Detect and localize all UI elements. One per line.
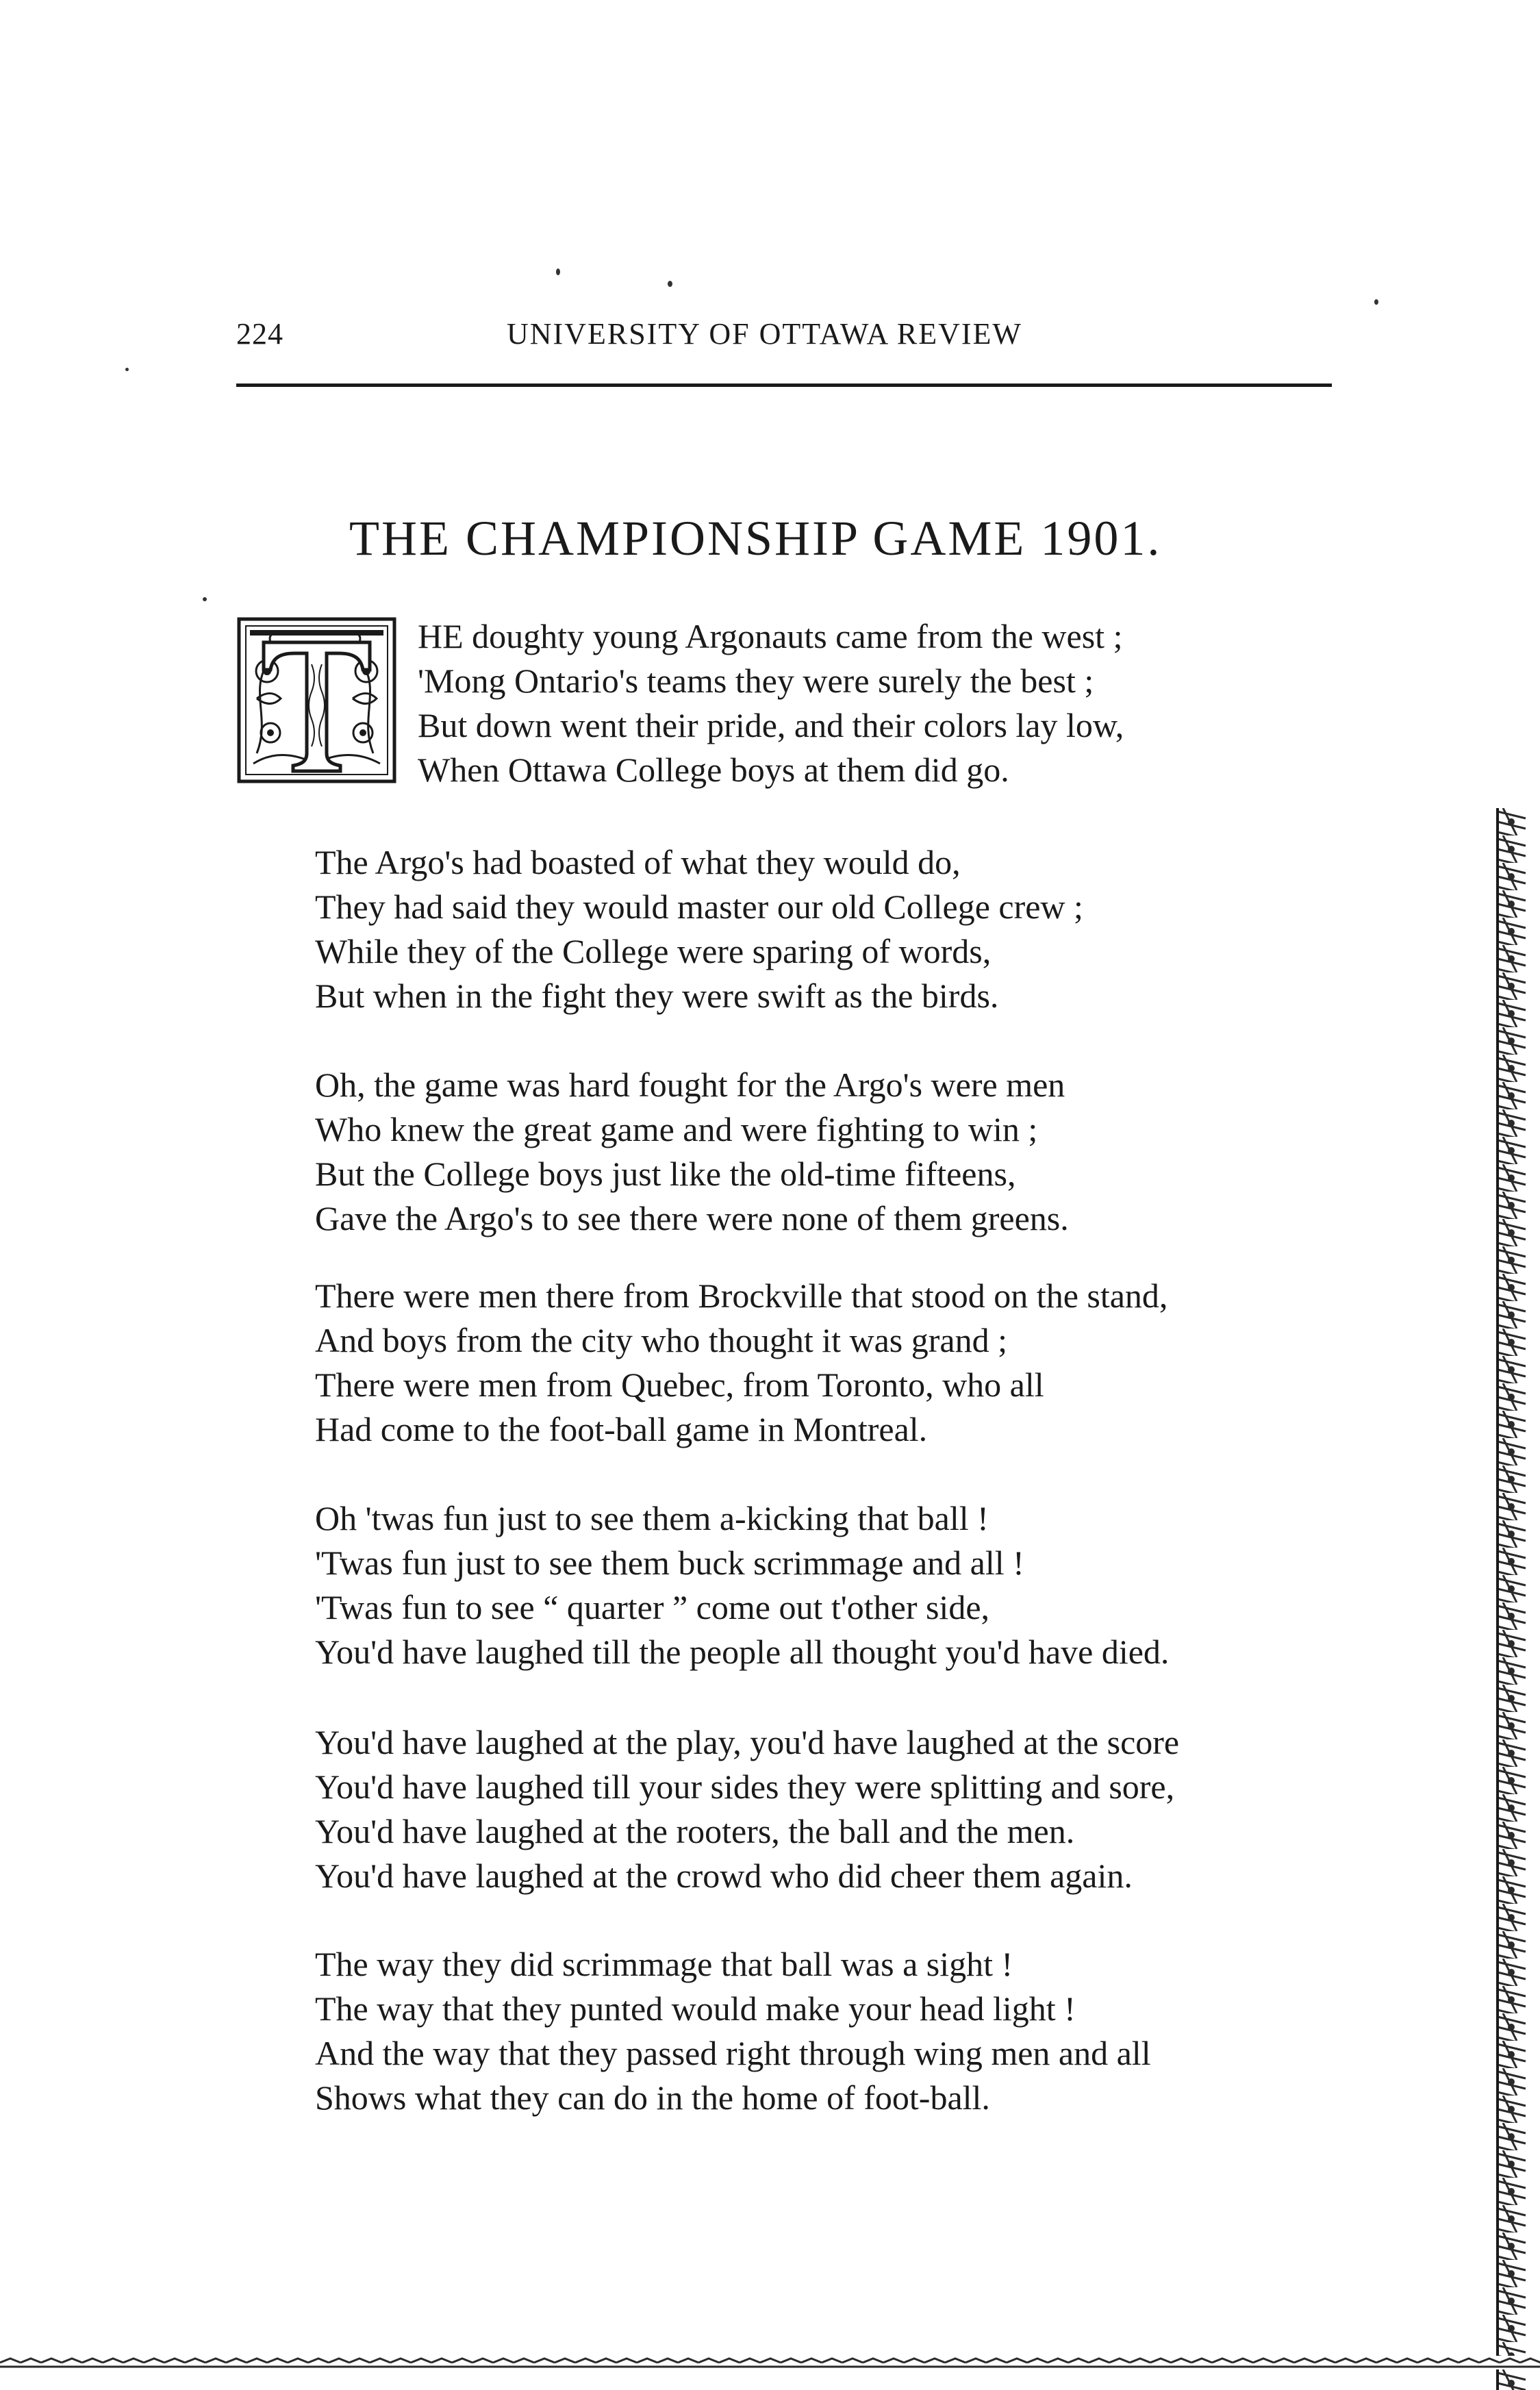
verse-line: The way that they punted would make your head light !	[315, 1989, 1076, 2028]
stanza-2	[315, 840, 1083, 1018]
verse-line: 'Twas fun to see “ quarter ” come out t'other side,	[315, 1588, 990, 1626]
scan-speck	[1374, 299, 1378, 305]
verse-line: But the College boys just like the old-time fifteens,	[315, 1155, 1016, 1193]
poem-title: THE CHAMPIONSHIP GAME 1901.	[349, 511, 1162, 566]
scan-speck	[556, 268, 560, 275]
stanza-5	[315, 1496, 1169, 1674]
verse-line: HE doughty young Argonauts came from the west ;	[418, 617, 1123, 655]
verse-line: They had said they would master our old College crew ;	[315, 888, 1083, 926]
verse-line: And the way that they passed right through wing men and all	[315, 2034, 1151, 2072]
verse-line: Who knew the great game and were fighting to win ;	[315, 1110, 1038, 1148]
scan-speck	[203, 597, 207, 601]
verse-line: There were men from Quebec, from Toronto, who all	[315, 1366, 1044, 1404]
ornamental-drop-cap	[236, 616, 397, 784]
verse-line: 'Mong Ontario's teams they were surely the best ;	[418, 662, 1094, 700]
scan-speck	[668, 281, 672, 287]
verse-line: Oh, the game was hard fought for the Argo's were men	[315, 1066, 1065, 1104]
verse-line: You'd have laughed till the people all thought you'd have died.	[315, 1633, 1170, 1671]
verse-line: You'd have laughed at the crowd who did cheer them again.	[315, 1857, 1133, 1895]
verse-line: You'd have laughed till your sides they were splitting and sore,	[315, 1768, 1175, 1806]
binding-edge-ornament	[1496, 808, 1527, 2390]
verse-line: There were men there from Brockville that stood on the stand,	[315, 1276, 1168, 1315]
verse-line: The Argo's had boasted of what they would do,	[315, 843, 961, 881]
stanza-7	[315, 1942, 1151, 2120]
verse-line: When Ottawa College boys at them did go.	[418, 751, 1009, 789]
header-rule	[236, 383, 1332, 387]
bottom-edge-ornament	[0, 2356, 1540, 2369]
verse-line: Shows what they can do in the home of foot-ball.	[315, 2078, 990, 2117]
verse-line: Had come to the foot-ball game in Montreal.	[315, 1410, 928, 1448]
drop-cap-ornament-icon	[236, 616, 397, 784]
verse-line: And boys from the city who thought it was grand ;	[315, 1321, 1007, 1359]
verse-line: 'Twas fun just to see them buck scrimmage and all !	[315, 1544, 1024, 1582]
verse-line: But when in the fight they were swift as the birds.	[315, 977, 999, 1015]
page-number: 224	[236, 317, 283, 351]
verse-line: You'd have laughed at the rooters, the ball and the men.	[315, 1812, 1075, 1850]
verse-line: The way they did scrimmage that ball was a sight !	[315, 1945, 1013, 1983]
verse-line: But down went their pride, and their colors lay low,	[418, 706, 1124, 744]
stanza-4	[315, 1274, 1167, 1452]
stanza-3	[315, 1063, 1069, 1241]
stanza-1	[418, 614, 1124, 792]
running-header	[236, 316, 1332, 364]
scan-speck	[125, 368, 129, 371]
verse-line: You'd have laughed at the play, you'd have laughed at the score	[315, 1723, 1180, 1761]
verse-line: While they of the College were sparing of words,	[315, 932, 992, 970]
journal-title: UNIVERSITY OF OTTAWA REVIEW	[507, 317, 1022, 351]
verse-line: Oh 'twas fun just to see them a-kicking that ball !	[315, 1499, 989, 1537]
verse-line: Gave the Argo's to see there were none of them greens.	[315, 1199, 1069, 1237]
stanza-6	[315, 1720, 1179, 1898]
